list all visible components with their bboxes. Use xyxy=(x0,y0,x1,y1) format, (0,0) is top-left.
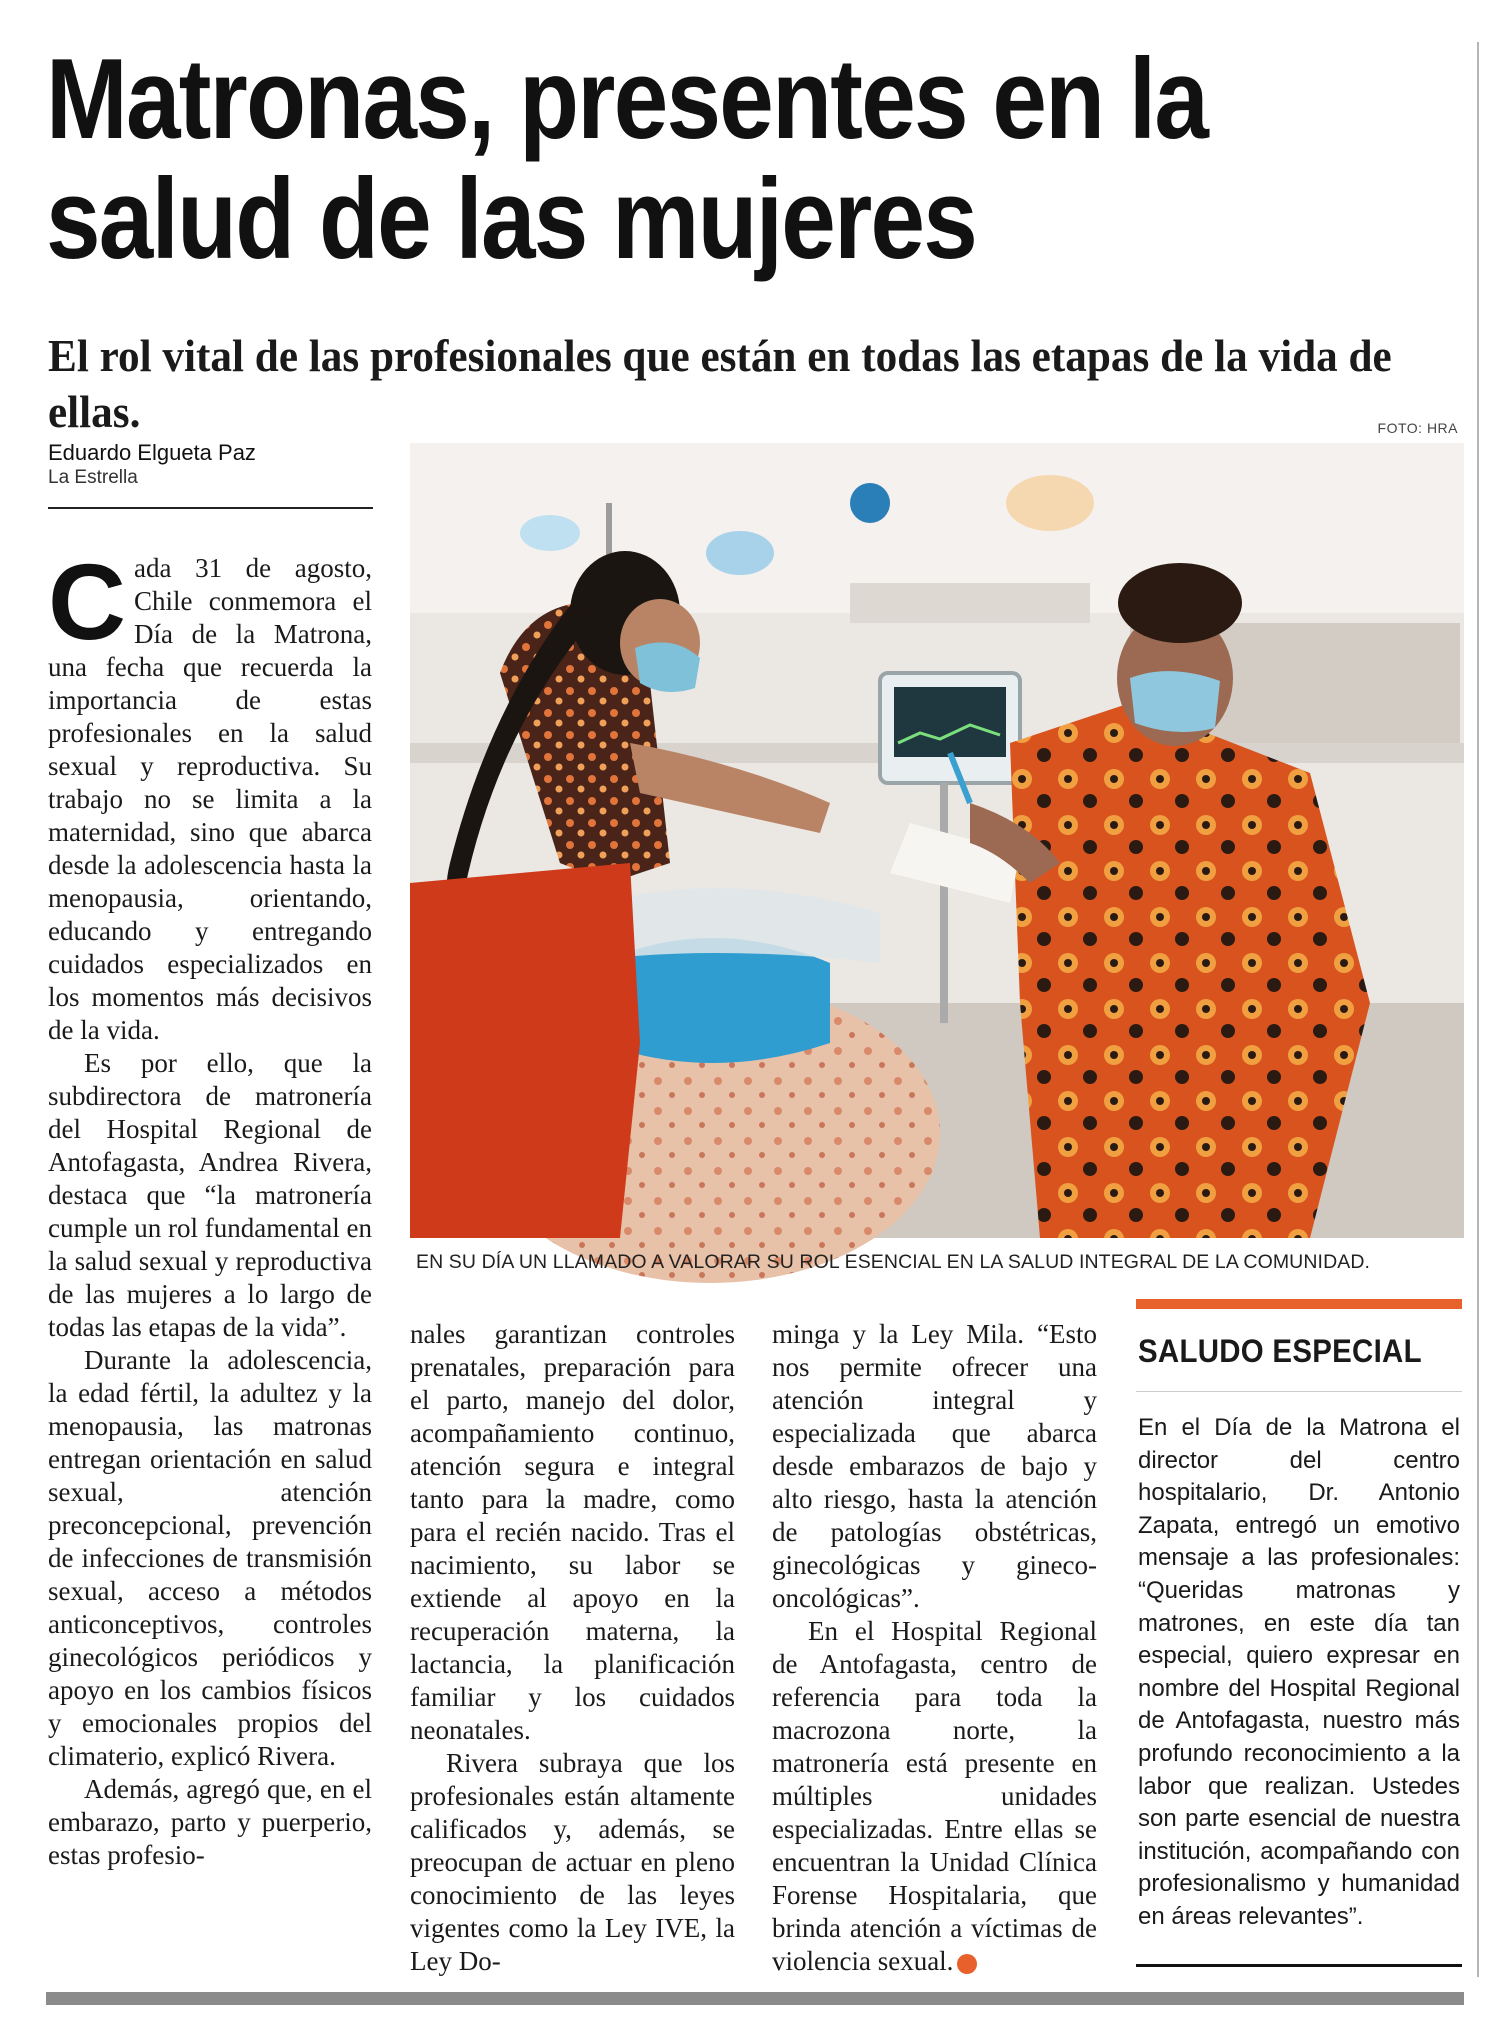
sidebar-divider xyxy=(1136,1391,1462,1392)
paragraph: Rivera subraya que los profesionales están altamente calificados y, además, se preocupan de actuar en pleno conocimiento de las leyes vigentes como la Ley IVE, la Ley Do- xyxy=(410,1748,735,1976)
article-column-1 xyxy=(48,541,372,1954)
footer-bar xyxy=(46,1992,1464,2005)
paragraph: Es por ello, que la subdirectora de matronería del Hospital Regional de Antofagasta, Andrea Rivera, destaca que “la matronería cumple un rol fundamental en la salud sexual y reproductiva de las mujeres a lo largo de todas las etapas de la vida”. xyxy=(48,1048,372,1342)
article-column-2 xyxy=(410,1318,735,1976)
article-photo xyxy=(410,443,1464,1238)
paragraph-text: En el Hospital Regional de Antofagasta, centro de referencia para toda la macrozona norte, la matronería está presente en múltiples unidades especializadas. Entre ellas se encuentran la Unidad Clínica Forense Hospitalaria, que brinda atención a víctimas de violencia sexual. xyxy=(772,1616,1097,1976)
photo-caption: EN SU DÍA UN LLAMADO A VALORAR SU ROL ESENCIAL EN LA SALUD INTEGRAL DE LA COMUNIDAD. xyxy=(416,1251,1371,1273)
outlet-name: La Estrella xyxy=(48,467,138,488)
paragraph: nales garantizan controles prenatales, preparación para el parto, manejo del dolor, acompañamiento continuo, atención segura e integral tanto para la madre, como para el recién nacido. Tras el nacimiento, su labor se extiende al apoyo en la recuperación materna, la lactancia, la planificación familiar y los cuidados neonatales. xyxy=(410,1319,735,1745)
paragraph xyxy=(48,541,372,1047)
paragraph: Además, agregó que, en el embarazo, parto y puerperio, estas profesio- xyxy=(48,1774,372,1870)
byline-divider xyxy=(48,507,373,509)
photo-credit: FOTO: HRA xyxy=(1377,420,1458,436)
paragraph-text: ada 31 de agosto, Chile conmemora el Día de la Matrona, una fecha que recuerda la importancia de estas profesionales en la salud sexual y reproductiva. Su trabajo no se limita a la maternidad, sino que abarca desde la adolescencia hasta la menopausia, orientando, educando y entregando cuidados especializados en los momentos más decisivos de la vida. xyxy=(48,553,372,1045)
sidebar-accent-rule xyxy=(1136,1299,1462,1309)
paragraph: Durante la adolescencia, la edad fértil, la adultez y la menopausia, las matronas entregan orientación en salud sexual, atención preconcepcional, prevención de infecciones de transmisión sexual, acceso a métodos anticonceptivos, controles ginecológicos periódicos y apoyo en los cambios físicos y emocionales propios del climaterio, explicó Rivera. xyxy=(48,1345,372,1771)
page-edge-rule xyxy=(1477,42,1479,1977)
end-mark-icon: ✪ xyxy=(957,1954,977,1974)
paragraph: minga y la Ley Mila. “Esto nos permite ofrecer una atención integral y especializada que abarca desde embarazos de bajo y alto riesgo, hasta la atención de patologías obstétricas, ginecológicas y gineco-oncológicas”. xyxy=(772,1319,1097,1613)
sidebar-body: En el Día de la Matrona el director del centro hospitalario, Dr. Antonio Zapata, entregó un emotivo mensaje a las profesionales: “Queridas matronas y matrones, en este día tan especial, quiero expresar en nombre del Hospital Regional de Antofagasta, nuestro más profundo reconocimiento a la labor que realizan. Ustedes son parte esencial de nuestra institución, acompañando con profesionalismo y humanidad en áreas relevantes”. xyxy=(1138,1414,1460,1930)
headline: Matronas, presentes en la salud de las mujeres xyxy=(46,36,1208,283)
paragraph xyxy=(772,1615,1097,1978)
author-name: Eduardo Elgueta Paz xyxy=(48,440,256,465)
drop-cap: C xyxy=(48,541,126,662)
article-column-3 xyxy=(772,1318,1097,1976)
subheadline: El rol vital de las profesionales que están en todas las etapas de la vida de ellas. xyxy=(48,331,1392,437)
sidebar-bottom-rule xyxy=(1136,1964,1462,1967)
sidebar-title: SALUDO ESPECIAL xyxy=(1138,1333,1422,1369)
